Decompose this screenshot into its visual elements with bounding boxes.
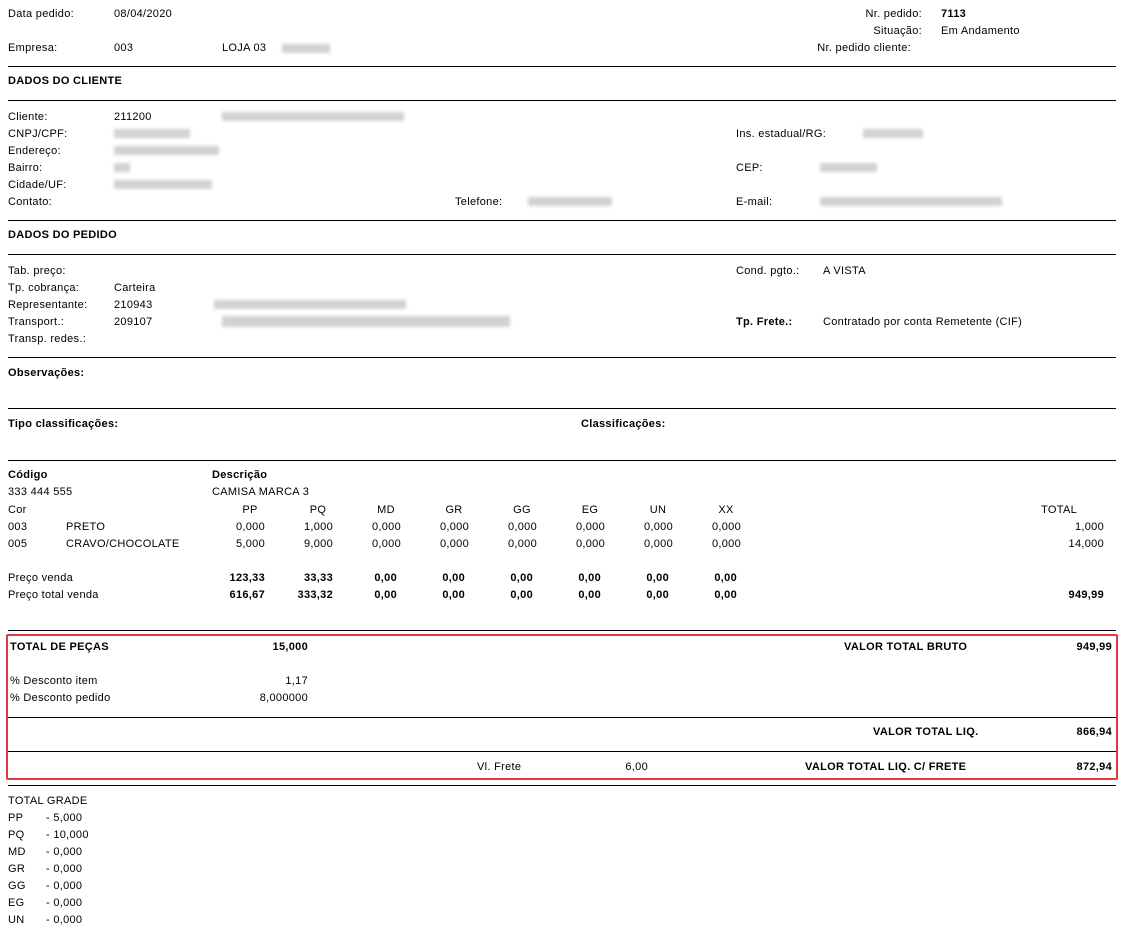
preco-venda-value: 0,00 xyxy=(714,572,737,584)
redacted-cnpj xyxy=(114,129,190,138)
representante-value: 210943 xyxy=(114,299,153,311)
row-value: 0,000 xyxy=(439,521,469,533)
item-codigo: 333 444 555 xyxy=(8,486,73,498)
row-value: 0,000 xyxy=(575,521,605,533)
preco-total-value: 0,00 xyxy=(578,589,601,601)
email-label: E-mail: xyxy=(736,196,773,208)
endereco-label: Endereço: xyxy=(8,145,61,157)
grade-size: GG xyxy=(8,880,26,892)
preco-venda-value: 0,00 xyxy=(578,572,601,584)
size-header: GR xyxy=(445,504,463,516)
nr-pedido-label: Nr. pedido: xyxy=(865,8,922,20)
data-pedido-value: 08/04/2020 xyxy=(114,8,173,20)
desc-pedido-label: % Desconto pedido xyxy=(10,692,111,704)
grade-size: UN xyxy=(8,914,25,926)
situacao-label: Situação: xyxy=(873,25,922,37)
redacted-endereco xyxy=(114,146,219,155)
preco-total-value: 0,00 xyxy=(646,589,669,601)
cond-pgto-label: Cond. pgto.: xyxy=(736,265,800,277)
row-value: 5,000 xyxy=(235,538,265,550)
classificacoes-label: Classificações: xyxy=(581,418,666,430)
row-color-name: CRAVO/CHOCOLATE xyxy=(66,538,180,550)
redacted-cidade xyxy=(114,180,212,189)
divider xyxy=(8,254,1116,255)
row-value: 0,000 xyxy=(711,538,741,550)
row-value: 0,000 xyxy=(507,538,537,550)
vl-frete-value: 6,00 xyxy=(625,761,648,773)
valor-total-liq-label: VALOR TOTAL LIQ. xyxy=(873,726,979,738)
section-title-cliente: DADOS DO CLIENTE xyxy=(8,75,123,87)
cnpj-label: CNPJ/CPF: xyxy=(8,128,68,140)
desc-item-value: 1,17 xyxy=(285,675,308,687)
desc-pedido-value: 8,000000 xyxy=(259,692,308,704)
redacted-loja-name xyxy=(282,44,330,53)
contato-label: Contato: xyxy=(8,196,52,208)
row-color-name: PRETO xyxy=(66,521,106,533)
valor-total-liq-value: 866,94 xyxy=(1076,726,1112,738)
cond-pgto-value: A VISTA xyxy=(823,265,866,277)
cep-label: CEP: xyxy=(736,162,763,174)
size-header: PP xyxy=(242,504,258,516)
situacao-value: Em Andamento xyxy=(941,25,1020,37)
preco-venda-value: 0,00 xyxy=(442,572,465,584)
row-value: 0,000 xyxy=(371,521,401,533)
totals-highlight-box xyxy=(6,634,1118,780)
tp-frete-value: Contratado por conta Remetente (CIF) xyxy=(823,316,1023,328)
preco-total-value: 0,00 xyxy=(714,589,737,601)
divider xyxy=(8,785,1116,786)
preco-total-value: 0,00 xyxy=(442,589,465,601)
loja-value: LOJA 03 xyxy=(222,42,267,54)
grade-value: - 0,000 xyxy=(46,897,83,909)
row-value: 0,000 xyxy=(371,538,401,550)
grade-value: - 5,000 xyxy=(46,812,83,824)
row-value: 0,000 xyxy=(575,538,605,550)
divider xyxy=(8,100,1116,101)
desc-item-label: % Desconto item xyxy=(10,675,98,687)
preco-total-value: 333,32 xyxy=(297,589,333,601)
preco-venda-value: 0,00 xyxy=(510,572,533,584)
divider xyxy=(8,357,1116,358)
transp-redes-label: Transp. redes.: xyxy=(8,333,87,345)
empresa-label: Empresa: xyxy=(8,42,58,54)
size-header: MD xyxy=(377,504,395,516)
preco-total-value: 616,67 xyxy=(229,589,265,601)
row-code: 005 xyxy=(8,538,28,550)
transport-label: Transport.: xyxy=(8,316,65,328)
vl-frete-label: Vl. Frete xyxy=(477,761,522,773)
size-header: GG xyxy=(513,504,531,516)
row-value: 9,000 xyxy=(303,538,333,550)
row-value: 0,000 xyxy=(711,521,741,533)
divider xyxy=(8,408,1116,409)
preco-total-value: 0,00 xyxy=(510,589,533,601)
transport-value: 209107 xyxy=(114,316,153,328)
grade-value: - 0,000 xyxy=(46,914,83,926)
total-grade-title: TOTAL GRADE xyxy=(8,795,88,807)
size-header: EG xyxy=(581,504,599,516)
cor-header: Cor xyxy=(8,504,27,516)
grade-size: GR xyxy=(8,863,26,875)
valor-total-bruto-value: 949,99 xyxy=(1076,641,1112,653)
row-value: 1,000 xyxy=(303,521,333,533)
redacted-telefone xyxy=(528,197,612,206)
grade-value: - 0,000 xyxy=(46,863,83,875)
grade-value: - 0,000 xyxy=(46,846,83,858)
grade-value: - 10,000 xyxy=(46,829,89,841)
preco-venda-value: 33,33 xyxy=(303,572,333,584)
grade-size: PQ xyxy=(8,829,25,841)
valor-total-bruto-label: VALOR TOTAL BRUTO xyxy=(844,641,968,653)
row-total: 14,000 xyxy=(1068,538,1104,550)
divider xyxy=(8,460,1116,461)
row-total: 1,000 xyxy=(1074,521,1104,533)
size-header: UN xyxy=(649,504,667,516)
empresa-value: 003 xyxy=(114,42,134,54)
tipo-classificacoes-label: Tipo classificações: xyxy=(8,418,119,430)
preco-total-label: Preço total venda xyxy=(8,589,99,601)
data-pedido-label: Data pedido: xyxy=(8,8,74,20)
preco-venda-value: 123,33 xyxy=(229,572,265,584)
preco-total-value: 0,00 xyxy=(374,589,397,601)
row-value: 0,000 xyxy=(439,538,469,550)
cliente-label: Cliente: xyxy=(8,111,48,123)
tp-cobranca-value: Carteira xyxy=(114,282,156,294)
preco-total-sum: 949,99 xyxy=(1068,589,1104,601)
tp-frete-label: Tp. Frete.: xyxy=(736,316,793,328)
valor-total-liq-frete-label: VALOR TOTAL LIQ. C/ FRETE xyxy=(805,761,967,773)
row-code: 003 xyxy=(8,521,28,533)
grade-size: MD xyxy=(8,846,26,858)
row-value: 0,000 xyxy=(235,521,265,533)
nr-pedido-value: 7113 xyxy=(941,8,967,20)
divider xyxy=(8,66,1116,67)
preco-venda-label: Preço venda xyxy=(8,572,74,584)
preco-venda-value: 0,00 xyxy=(374,572,397,584)
descricao-header: Descrição xyxy=(212,469,268,481)
redacted-cep xyxy=(820,163,877,172)
redacted-ie xyxy=(863,129,923,138)
redacted-representante xyxy=(214,300,406,309)
section-title-pedido: DADOS DO PEDIDO xyxy=(8,229,118,241)
grade-value: - 0,000 xyxy=(46,880,83,892)
redacted-transport xyxy=(222,316,510,327)
valor-total-liq-frete-value: 872,94 xyxy=(1076,761,1112,773)
total-pecas-value: 15,000 xyxy=(272,641,308,653)
tp-cobranca-label: Tp. cobrança: xyxy=(8,282,80,294)
total-pecas-label: TOTAL DE PEÇAS xyxy=(10,641,109,653)
item-descricao: CAMISA MARCA 3 xyxy=(212,486,310,498)
size-header: XX xyxy=(718,504,734,516)
divider xyxy=(8,630,1116,631)
representante-label: Representante: xyxy=(8,299,88,311)
redacted-bairro xyxy=(114,163,130,172)
codigo-header: Código xyxy=(8,469,48,481)
cidade-label: Cidade/UF: xyxy=(8,179,67,191)
redacted-cliente-name xyxy=(222,112,404,121)
row-value: 0,000 xyxy=(507,521,537,533)
nr-pedido-cliente-label: Nr. pedido cliente: xyxy=(817,42,911,54)
grade-size: EG xyxy=(8,897,25,909)
grade-size: PP xyxy=(8,812,24,824)
cliente-code: 211200 xyxy=(114,111,152,123)
telefone-label: Telefone: xyxy=(455,196,503,208)
observacoes-label: Observações: xyxy=(8,367,85,379)
row-value: 0,000 xyxy=(643,521,673,533)
divider xyxy=(8,220,1116,221)
row-value: 0,000 xyxy=(643,538,673,550)
bairro-label: Bairro: xyxy=(8,162,43,174)
size-header: PQ xyxy=(309,504,327,516)
ie-label: Ins. estadual/RG: xyxy=(736,128,827,140)
redacted-email xyxy=(820,197,1002,206)
total-header: TOTAL xyxy=(1041,504,1077,516)
preco-venda-value: 0,00 xyxy=(646,572,669,584)
tab-preco-label: Tab. preço: xyxy=(8,265,66,277)
